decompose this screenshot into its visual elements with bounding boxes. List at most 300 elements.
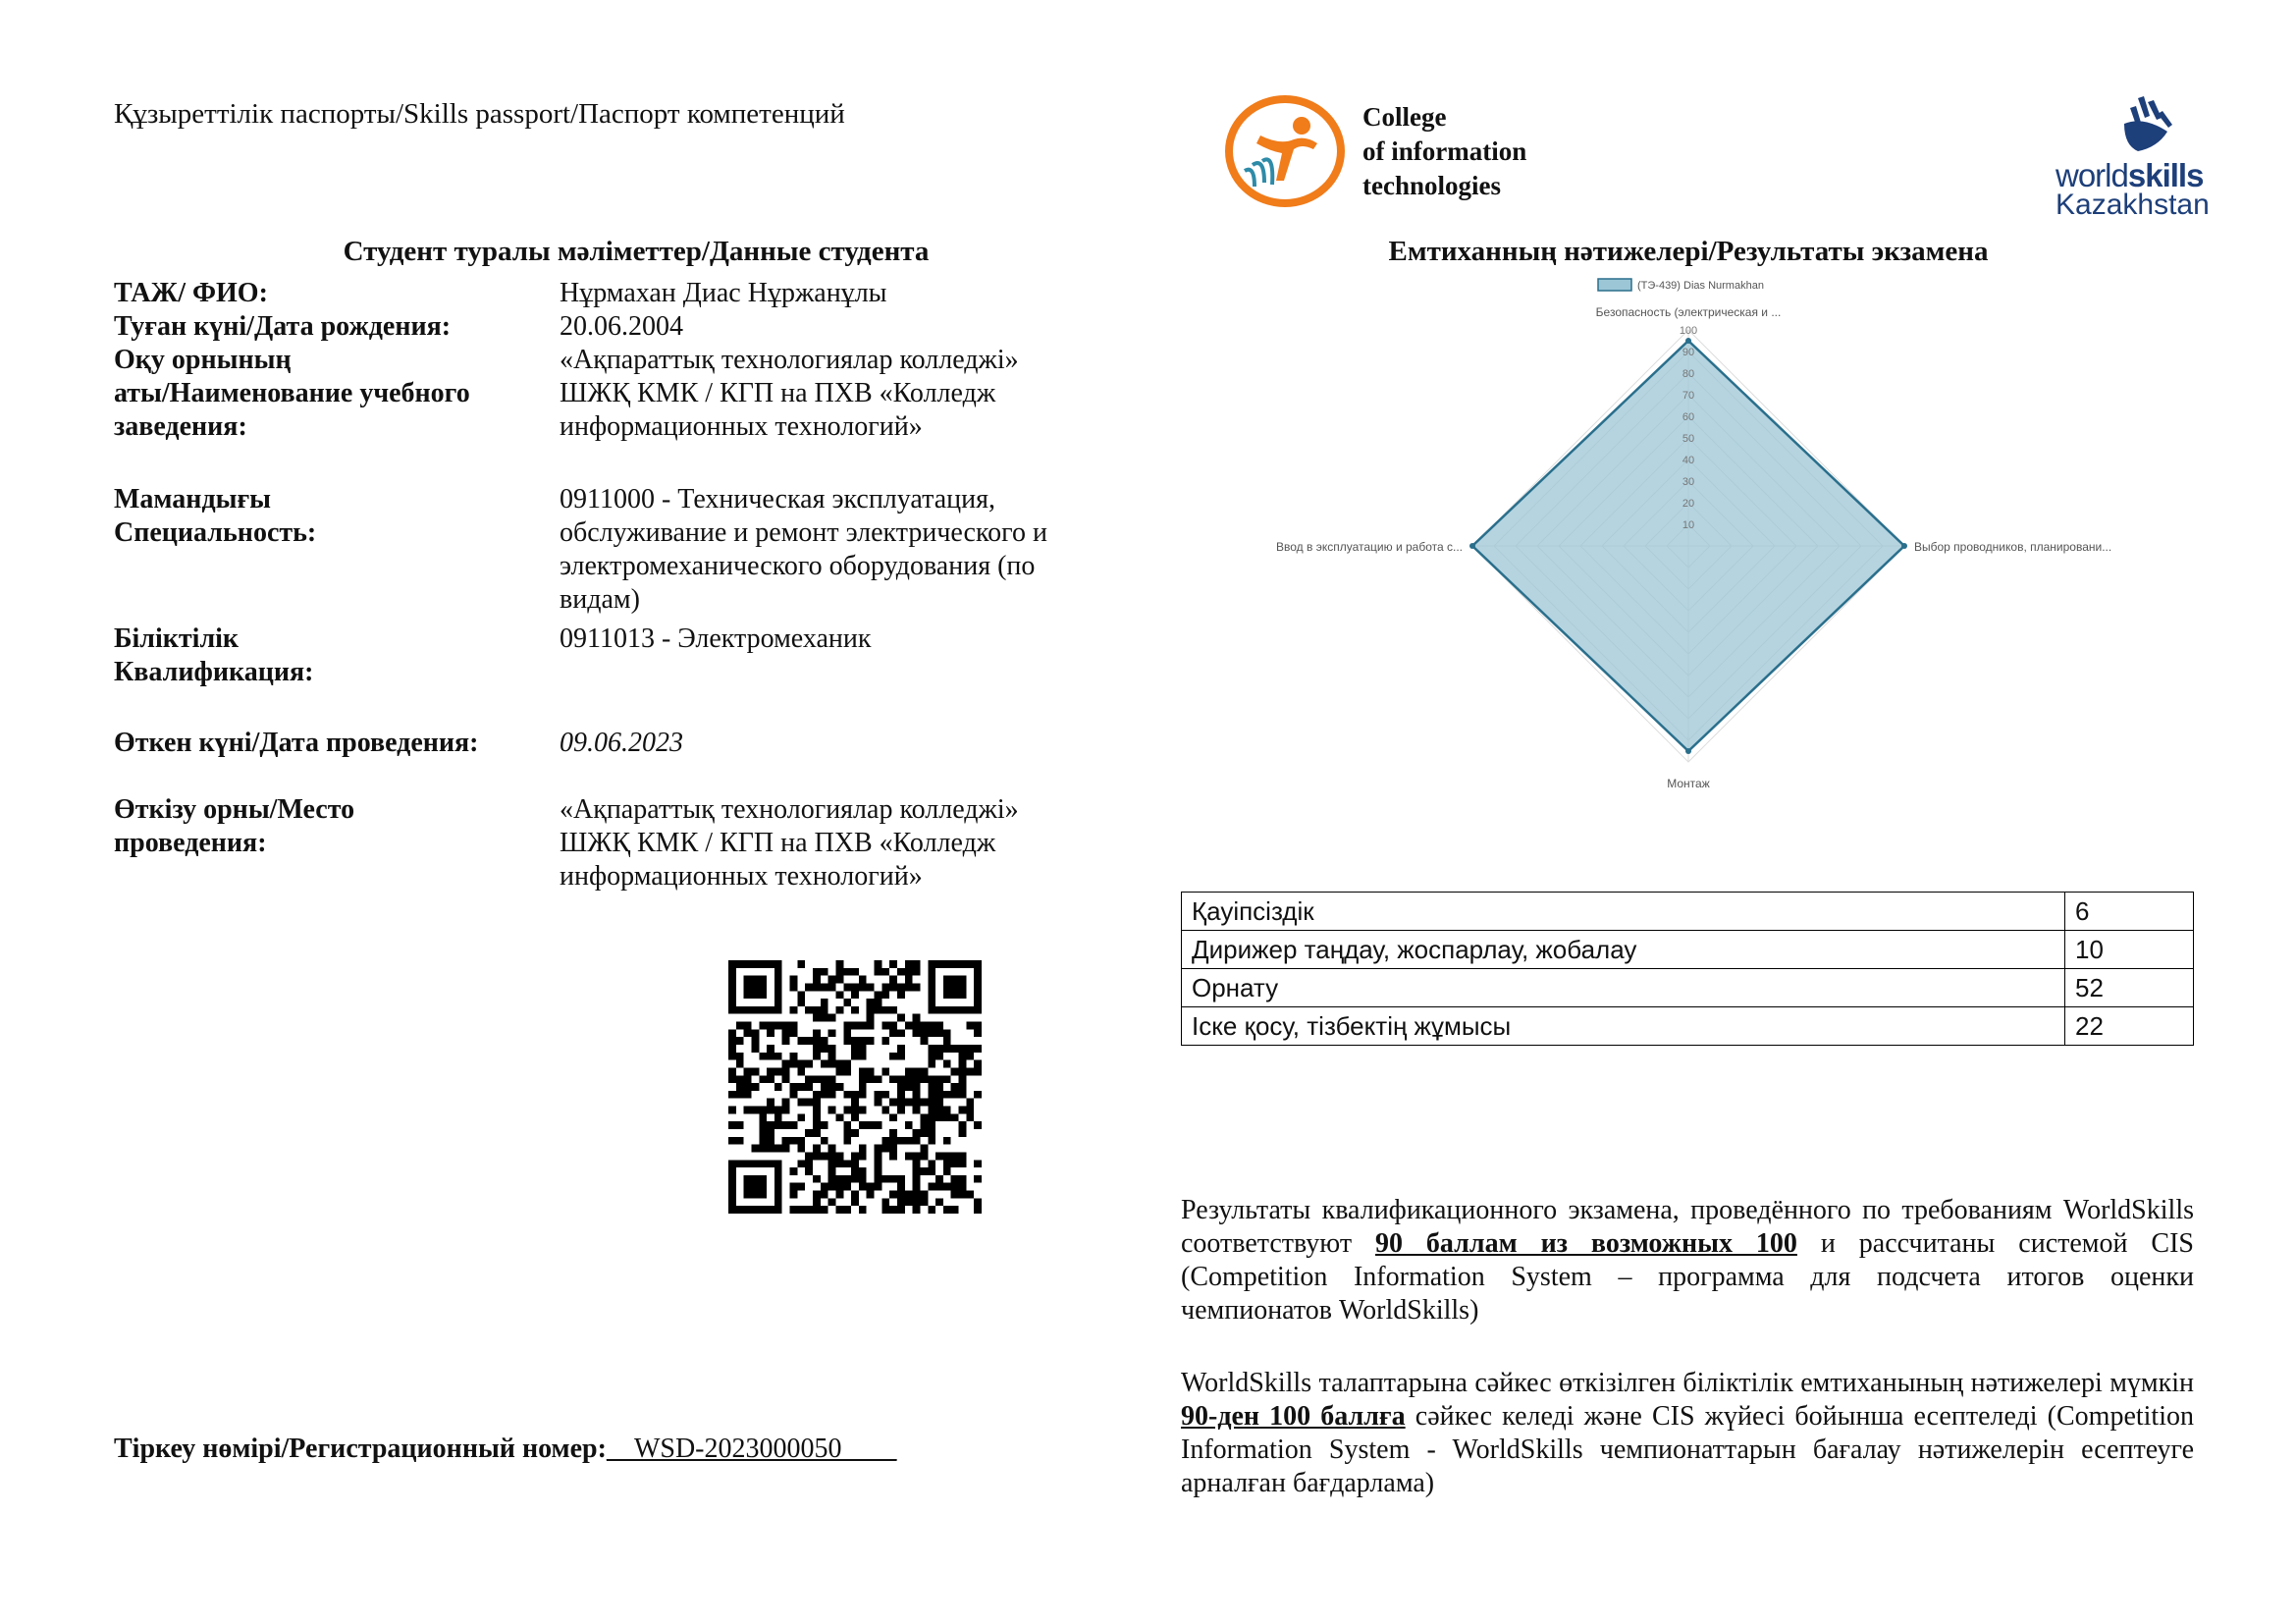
radar-tick-label: 20 (1682, 498, 1695, 510)
qr-module (943, 1060, 951, 1068)
qr-module (928, 1113, 935, 1121)
qr-module (913, 1091, 921, 1099)
qr-module (813, 1045, 821, 1053)
qr-module (897, 991, 905, 999)
qr-module (859, 1083, 867, 1091)
qr-module (935, 1083, 943, 1091)
qr-module (759, 1107, 767, 1114)
qr-module (913, 1198, 921, 1206)
qr-module (828, 1014, 836, 1022)
qr-module (835, 968, 843, 976)
qr-module (859, 1091, 867, 1099)
qr-module (897, 1075, 905, 1083)
qr-module (881, 1107, 889, 1114)
qr-module (744, 1083, 752, 1091)
qr-module (881, 1022, 889, 1030)
qr-module (859, 1067, 867, 1075)
qr-module (928, 1137, 935, 1145)
qr-module (759, 1121, 767, 1129)
qr-module (889, 1129, 897, 1137)
qr-module (767, 1067, 774, 1075)
field-fio-label: ТАЖ/ ФИО: (114, 278, 268, 308)
qr-module (813, 1029, 821, 1037)
qr-module (966, 1045, 974, 1053)
qr-module (913, 1083, 921, 1091)
qr-module (905, 983, 913, 991)
qr-module (828, 983, 836, 991)
qr-module (859, 1053, 867, 1060)
qr-module (828, 1053, 836, 1060)
qr-module (951, 1045, 959, 1053)
qr-module (905, 1191, 913, 1199)
qr-module (821, 968, 828, 976)
qr-module (851, 1022, 859, 1030)
qr-module (897, 1198, 905, 1206)
qr-module (905, 1121, 913, 1129)
qr-module (736, 1137, 744, 1145)
qr-module (790, 1137, 798, 1145)
field-qualification-value: 0911013 - Электромеханик (560, 623, 872, 654)
result-score: 6 (2065, 893, 2194, 931)
qr-module (805, 983, 813, 991)
qr-module (966, 1113, 974, 1121)
qr-module (805, 1129, 813, 1137)
registration-number-value: __WSD-2023000050____ (606, 1434, 897, 1464)
qr-module (959, 1160, 967, 1167)
qr-module (843, 1067, 851, 1075)
qr-module (843, 1206, 851, 1214)
qr-module (897, 1014, 905, 1022)
qr-module (928, 1206, 935, 1214)
results-note-kz-c: сәйкес келеді және CIS жүйесі бойынша есептеледі (Competition Information System - WorldSkills чемпионаттарын бағалау нәтижелерін есептеуге арналған бағдарлама) (1181, 1401, 2194, 1498)
qr-module (928, 1083, 935, 1091)
qr-module (835, 1067, 843, 1075)
qr-module (736, 1083, 744, 1091)
qr-module (905, 1152, 913, 1160)
qr-module (974, 1091, 982, 1099)
qr-module (835, 1113, 843, 1121)
qr-module (736, 1121, 744, 1129)
qr-module (813, 1037, 821, 1045)
qr-module (875, 1121, 882, 1129)
qr-module (821, 1075, 828, 1083)
results-note-kz-a: WorldSkills талаптарына сәйкес өткізілген біліктілік емтиханының нәтижелері мүмкін (1181, 1368, 2194, 1398)
qr-module (813, 983, 821, 991)
qr-module (843, 1137, 851, 1145)
qr-module (835, 1006, 843, 1014)
qr-module (751, 1107, 759, 1114)
qr-module (805, 1060, 813, 1068)
radar-legend-swatch (1598, 279, 1631, 291)
qr-module (875, 999, 882, 1006)
qr-module (821, 1137, 828, 1145)
qr-module (943, 1037, 951, 1045)
qr-module (905, 1137, 913, 1145)
qr-module (774, 1083, 782, 1091)
qr-module (851, 1107, 859, 1114)
qr-module (889, 1022, 897, 1030)
qr-module (797, 1137, 805, 1145)
qr-module (966, 1099, 974, 1107)
qr-module (913, 1099, 921, 1107)
qr-module (813, 1191, 821, 1199)
qr-module (951, 1175, 959, 1183)
qr-module (828, 1083, 836, 1091)
results-note-ru (1181, 1194, 2194, 1327)
qr-module (767, 1137, 774, 1145)
qr-module (920, 1129, 928, 1137)
field-birthdate-label: Туған күні/Дата рождения: (114, 311, 452, 342)
qr-module (728, 1091, 736, 1099)
qr-module (828, 1145, 836, 1153)
qr-module (835, 1152, 843, 1160)
qr-module (920, 1191, 928, 1199)
qr-module (913, 1152, 921, 1160)
college-name-line3: technologies (1362, 171, 1501, 200)
table-row (1182, 893, 2194, 931)
qr-module (897, 1206, 905, 1214)
qr-module (913, 1014, 921, 1022)
qr-module (828, 1060, 836, 1068)
qr-module (828, 1045, 836, 1053)
qr-module (828, 976, 836, 984)
qr-module (959, 1107, 967, 1114)
qr-module (875, 1145, 882, 1153)
qr-module (797, 1067, 805, 1075)
qr-module (851, 1099, 859, 1107)
qr-module (935, 1029, 943, 1037)
qr-module (974, 1198, 982, 1206)
qr-module (821, 1121, 828, 1129)
qr-module (935, 1045, 943, 1053)
radar-axis-label: Монтаж (1667, 777, 1710, 790)
qr-module (843, 1129, 851, 1137)
qr-module (813, 1075, 821, 1083)
radar-tick-label: 50 (1682, 433, 1695, 445)
qr-module (920, 1075, 928, 1083)
results-note-kz (1181, 1367, 2194, 1500)
results-table (1181, 892, 2194, 1046)
qr-module (897, 1083, 905, 1091)
qr-module (828, 1167, 836, 1175)
qr-module (835, 1183, 843, 1191)
qr-module (782, 1037, 790, 1045)
college-logo-icon (1225, 96, 1345, 206)
qr-module (867, 1006, 875, 1014)
qr-module (966, 1067, 974, 1075)
registration-number (114, 1434, 896, 1465)
qr-module (790, 1029, 798, 1037)
table-row (1182, 1007, 2194, 1046)
qr-module (859, 1183, 867, 1191)
radar-tick-label: 70 (1682, 390, 1695, 402)
qr-module (943, 1160, 951, 1167)
qr-module (790, 1167, 798, 1175)
qr-module (966, 1053, 974, 1060)
qr-module (767, 1053, 774, 1060)
qr-module (767, 1022, 774, 1030)
qr-module (767, 1121, 774, 1129)
qr-module (790, 1091, 798, 1099)
qr-module (928, 1107, 935, 1114)
qr-module (828, 1107, 836, 1114)
qr-module (744, 1067, 752, 1075)
radar-chart (1247, 271, 2169, 790)
field-specialty-value: 0911000 - Техническая эксплуатация, обслуживание и ремонт электрического и электромеханического оборудования (по видам) (560, 484, 1047, 615)
qr-module (943, 1045, 951, 1053)
qr-module (875, 1075, 882, 1083)
qr-module (851, 1129, 859, 1137)
qr-module (736, 1091, 744, 1099)
qr-module (935, 1198, 943, 1206)
qr-module (805, 1037, 813, 1045)
qr-module (843, 1060, 851, 1068)
qr-module (943, 1183, 951, 1191)
qr-module (805, 1099, 813, 1107)
qr-module (966, 1191, 974, 1199)
qr-module (920, 1037, 928, 1045)
qr-module (843, 1022, 851, 1030)
qr-module (821, 1083, 828, 1091)
qr-module (974, 1206, 982, 1214)
qr-module (928, 1099, 935, 1107)
qr-module (875, 1175, 882, 1183)
qr-module (935, 1091, 943, 1099)
qr-module (736, 1075, 744, 1083)
qr-module (851, 1091, 859, 1099)
radar-tick-label: 10 (1682, 519, 1695, 531)
qr-module (736, 1022, 744, 1030)
radar-tick-label: 100 (1679, 325, 1698, 337)
qr-module (851, 983, 859, 991)
qr-module (813, 1198, 821, 1206)
qr-module (790, 983, 798, 991)
qr-module (889, 1152, 897, 1160)
qr-module (790, 1053, 798, 1060)
qr-module (959, 1175, 967, 1183)
qr-module (920, 1067, 928, 1075)
qr-module (913, 1107, 921, 1114)
qr-module (751, 1029, 759, 1037)
qr-module (790, 1191, 798, 1199)
qr-module (943, 1075, 951, 1083)
field-institution-value: «Ақпараттық технологиялар колледжі» ШЖҚ КМК / КГП на ПХВ «Колледж информационных технологий» (560, 345, 1019, 442)
worldskills-country: Kazakhstan (2056, 189, 2210, 221)
qr-module (881, 1145, 889, 1153)
qr-module (851, 1037, 859, 1045)
qr-module (790, 976, 798, 984)
qr-module (790, 1121, 798, 1129)
qr-module (905, 1198, 913, 1206)
qr-module (843, 1091, 851, 1099)
qr-module (889, 976, 897, 984)
qr-module (821, 1091, 828, 1099)
qr-module (913, 1129, 921, 1137)
qr-module (843, 1107, 851, 1114)
qr-module (828, 1183, 836, 1191)
radar-data-point (1685, 338, 1691, 344)
qr-module (782, 1075, 790, 1083)
qr-module (905, 976, 913, 984)
qr-module (935, 1053, 943, 1060)
radar-data-point (1901, 543, 1907, 549)
qr-module (728, 1053, 736, 1060)
qr-module (974, 1029, 982, 1037)
qr-module (774, 1107, 782, 1114)
registration-number-label: Тіркеу нөмірі/Регистрационный номер: (114, 1434, 607, 1464)
qr-module (859, 1037, 867, 1045)
qr-module (881, 968, 889, 976)
qr-module (951, 1091, 959, 1099)
qr-module (913, 1075, 921, 1083)
qr-module (821, 1060, 828, 1068)
qr-module (920, 1167, 928, 1175)
qr-module (828, 1198, 836, 1206)
qr-module (813, 1091, 821, 1099)
qr-module (851, 1113, 859, 1121)
qr-module (928, 1075, 935, 1083)
qr-module (889, 1053, 897, 1060)
qr-module (897, 983, 905, 991)
qr-module (913, 1183, 921, 1191)
qr-module (897, 1175, 905, 1183)
qr-module (889, 1175, 897, 1183)
qr-module (797, 999, 805, 1006)
qr-module (767, 1075, 774, 1083)
radar-tick-label: 90 (1682, 347, 1695, 358)
qr-module (728, 1137, 736, 1145)
qr-module (813, 1107, 821, 1114)
qr-module (943, 1107, 951, 1114)
qr-module (935, 1183, 943, 1191)
qr-module (782, 1067, 790, 1075)
student-heading: Студент туралы мәліметтер/Данные студента (343, 236, 930, 267)
qr-module (821, 999, 828, 1006)
qr-module (913, 1022, 921, 1030)
qr-module (859, 1152, 867, 1160)
qr-module (905, 1075, 913, 1083)
qr-module (828, 1029, 836, 1037)
qr-module (813, 1099, 821, 1107)
qr-module (959, 1129, 967, 1137)
qr-module (790, 1006, 798, 1014)
qr-module (867, 1183, 875, 1191)
qr-code-icon[interactable] (728, 960, 982, 1214)
qr-module (790, 1083, 798, 1091)
qr-module (851, 1006, 859, 1014)
radar-axis-label: Безопасность (электрическая и ... (1595, 305, 1782, 319)
qr-module (859, 1107, 867, 1114)
qr-module (728, 1075, 736, 1083)
field-institution-label: Оқу орнының аты/Наименование учебного заведения: (114, 345, 470, 442)
qr-module (928, 1121, 935, 1129)
qr-module (905, 1083, 913, 1091)
qr-module (928, 1129, 935, 1137)
qr-module (867, 1014, 875, 1022)
qr-module (889, 1006, 897, 1014)
results-note-kz-score: 90-ден 100 баллға (1181, 1401, 1406, 1432)
results-note-ru-score: 90 баллам из возможных 100 (1375, 1228, 1797, 1259)
radar-tick-label: 80 (1682, 368, 1695, 380)
qr-module (797, 1183, 805, 1191)
qr-module (782, 1145, 790, 1153)
qr-module (751, 1067, 759, 1075)
qr-module (835, 1160, 843, 1167)
qr-module (751, 1145, 759, 1153)
qr-module (959, 1067, 967, 1075)
result-score: 52 (2065, 969, 2194, 1007)
qr-module (797, 1037, 805, 1045)
qr-module (744, 1075, 752, 1083)
qr-module (797, 1160, 805, 1167)
qr-module (951, 1183, 959, 1191)
qr-module (751, 1045, 759, 1053)
qr-module (889, 1029, 897, 1037)
qr-module (744, 1107, 752, 1114)
radar-axis-label: Выбор проводников, планировани... (1914, 540, 2112, 554)
qr-module (767, 1129, 774, 1137)
qr-module (843, 1037, 851, 1045)
qr-module (897, 1029, 905, 1037)
college-name-line1: College (1362, 102, 1447, 132)
qr-module (759, 1129, 767, 1137)
qr-module (867, 1067, 875, 1075)
qr-module (859, 983, 867, 991)
qr-module (897, 1191, 905, 1199)
qr-module (851, 1053, 859, 1060)
qr-module (913, 1206, 921, 1214)
qr-module (843, 983, 851, 991)
results-note-ru-c: и рассчитаны системой CIS (Competition Information System – программа для подсчета итогов оценки чемпионатов WorldSkills) (1181, 1228, 2194, 1326)
qr-module (928, 1167, 935, 1175)
qr-module (813, 1206, 821, 1214)
qr-module (759, 1113, 767, 1121)
qr-module (782, 1107, 790, 1114)
radar-tick-label: 30 (1682, 476, 1695, 488)
field-qualification-label: Біліктілік Квалификация: (114, 623, 314, 687)
qr-module (843, 999, 851, 1006)
qr-module (951, 1191, 959, 1199)
field-specialty-label: Мамандығы Специальность: (114, 484, 317, 548)
qr-module (744, 976, 767, 999)
result-name: Орнату (1182, 969, 2065, 1007)
qr-module (859, 1121, 867, 1129)
qr-module (974, 1175, 982, 1183)
radar-series-area (1472, 341, 1904, 751)
qr-module (875, 1183, 882, 1191)
table-row (1182, 931, 2194, 969)
qr-module (943, 1167, 951, 1175)
qr-module (966, 1107, 974, 1114)
field-exam-date-label: Өткен күні/Дата проведения: (114, 728, 479, 758)
qr-module (881, 1067, 889, 1075)
qr-module (843, 1160, 851, 1167)
qr-module (744, 1091, 752, 1099)
qr-module (813, 1152, 821, 1160)
qr-module (935, 1152, 943, 1160)
qr-module (751, 1083, 759, 1091)
qr-module (889, 960, 897, 968)
qr-module (843, 1029, 851, 1037)
qr-module (859, 976, 867, 984)
qr-module (875, 1091, 882, 1099)
qr-module (889, 1206, 897, 1214)
qr-module (966, 1022, 974, 1030)
qr-module (935, 1107, 943, 1114)
qr-module (905, 1022, 913, 1030)
qr-module (959, 1121, 967, 1129)
qr-module (920, 1145, 928, 1153)
